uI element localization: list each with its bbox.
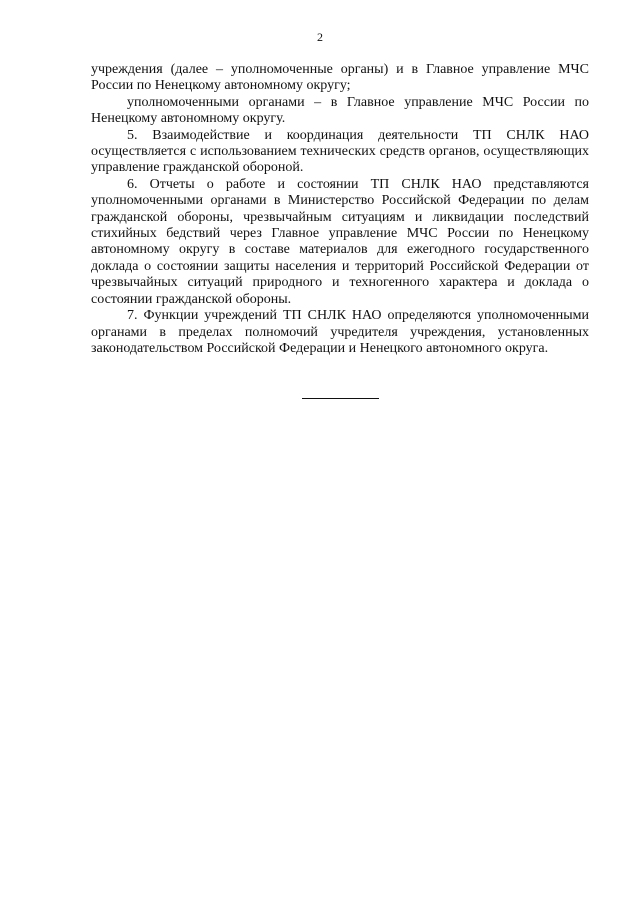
paragraph-authorized-bodies: уполномоченными органами – в Главное управление МЧС России по Ненецкому автономному округу. [91,94,589,127]
paragraph-7-functions: 7. Функции учреждений ТП СНЛК НАО определяются уполномоченными органами в пределах полномочий учредителя учреждения, установленных законодательством Российской Федерации и Ненецкого автономного округа. [91,308,589,356]
page-number: 2 [317,30,323,44]
paragraph-continuation: учреждения (далее – уполномоченные органы) и в Главное управление МЧС России по Ненецкому автономному округу; [91,62,589,94]
paragraph-5-interaction: 5. Взаимодействие и координация деятельности ТП СНЛК НАО осуществляется с использованием технических средств органов, осуществляющих управление гражданской обороной. [91,127,589,176]
document-body [91,62,589,357]
document-end-line [302,398,379,399]
paragraph-6-reports: 6. Отчеты о работе и состоянии ТП СНЛК НАО представляются уполномоченными органами в Министерство Российской Федерации по делам гражданской обороны, чрезвычайным ситуациям и ликвидации последствий стихийных бедствий через Главное управление МЧС России по Ненецкому автономному округу в составе материалов для ежегодного государственного доклада о состоянии защиты населения и территорий Российской Федерации от чрезвычайных ситуаций природного и техногенного характера и доклада о состоянии гражданской обороны. [91,176,589,307]
